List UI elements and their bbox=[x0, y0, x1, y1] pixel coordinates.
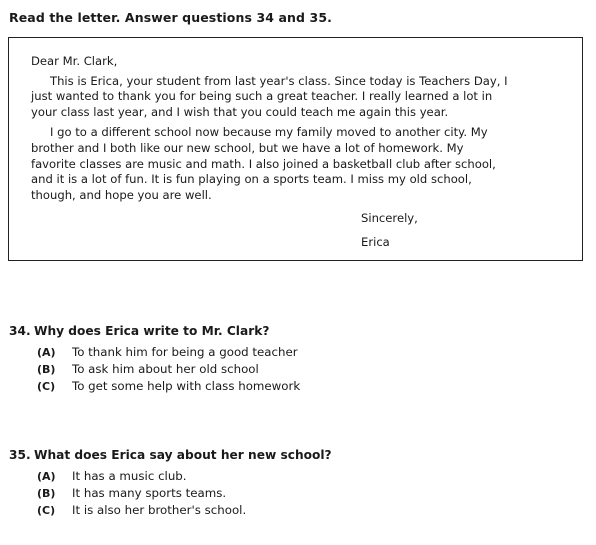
answer-options bbox=[37, 344, 300, 395]
letter-paragraph-1: This is Erica, your student from last year's class. Since today is Teachers Day, I just wanted to thank you for being such a great teacher. I really learned a lot in your class last year, and I wish that you could teach me again this year. bbox=[31, 73, 508, 119]
letter-salutation: Dear Mr. Clark, bbox=[31, 54, 118, 68]
option-letter: (B) bbox=[37, 487, 56, 500]
option-text: It is also her brother's school. bbox=[72, 503, 247, 517]
letter-box bbox=[8, 37, 583, 261]
question-34 bbox=[9, 324, 300, 395]
option-letter: (A) bbox=[37, 470, 56, 483]
answer-option-c[interactable] bbox=[37, 378, 300, 395]
question-35 bbox=[9, 448, 332, 519]
answer-option-c[interactable] bbox=[37, 502, 332, 519]
letter-body bbox=[31, 54, 511, 203]
option-text: To ask him about her old school bbox=[72, 362, 259, 376]
answer-option-b[interactable] bbox=[37, 485, 332, 502]
question-number: 35. bbox=[9, 448, 31, 462]
option-letter: (C) bbox=[37, 380, 56, 393]
answer-option-a[interactable] bbox=[37, 344, 300, 361]
answer-option-b[interactable] bbox=[37, 361, 300, 378]
question-number: 34. bbox=[9, 324, 31, 338]
letter-paragraph-2: I go to a different school now because my family moved to another city. My brother and I both like our new school, but we have a lot of homework. My favorite classes are music and math. I also joined a basketball club after school, and it is a lot of fun. It is fun playing on a sports team. I miss my old school, though, and hope you are well. bbox=[31, 125, 496, 202]
option-letter: (B) bbox=[37, 363, 56, 376]
letter-signature: Erica bbox=[361, 235, 390, 249]
option-text: It has many sports teams. bbox=[72, 486, 227, 500]
answer-options bbox=[37, 468, 332, 519]
option-text: To thank him for being a good teacher bbox=[72, 345, 298, 359]
option-letter: (A) bbox=[37, 346, 56, 359]
question-text: What does Erica say about her new school? bbox=[34, 448, 332, 462]
question-text: Why does Erica write to Mr. Clark? bbox=[34, 324, 270, 338]
option-letter: (C) bbox=[37, 504, 56, 517]
option-text: It has a music club. bbox=[72, 469, 187, 483]
option-text: To get some help with class homework bbox=[72, 379, 301, 393]
instructions-heading: Read the letter. Answer questions 34 and 35. bbox=[9, 10, 332, 25]
question-stem bbox=[9, 324, 300, 338]
letter-closing: Sincerely, bbox=[361, 211, 418, 225]
answer-option-a[interactable] bbox=[37, 468, 332, 485]
question-stem bbox=[9, 448, 332, 462]
